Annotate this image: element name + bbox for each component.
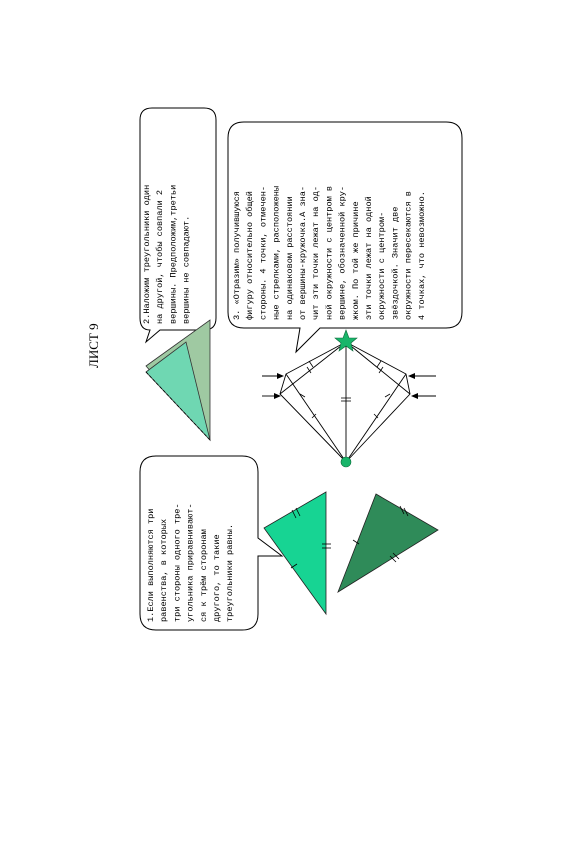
note3-line: звёздочкой. Значит две (390, 206, 401, 320)
note3-line: вершине, обозначенной кру- (337, 185, 348, 320)
callout-1 (140, 456, 282, 630)
note3-line: чит эти точки лежат на од- (311, 185, 322, 320)
note3-line: фигуру относительно общей (245, 191, 256, 320)
callout-3 (228, 122, 462, 352)
note3-line: на одинаковом расстоянии (284, 196, 295, 320)
note1-line: другого, то такие (212, 534, 222, 622)
note3-line: стороны. 4 точки, отмечен- (258, 185, 269, 320)
reflection-figure (262, 330, 436, 467)
note3-line: 4 точках, что невозможно. (416, 191, 427, 320)
note3-line: жком. По той же причине (350, 201, 361, 320)
note1-line: ся к трём сторонам (198, 529, 209, 622)
triangle-dark (338, 494, 438, 592)
arrow-left-top (262, 373, 284, 379)
note2-line: вершины. Предположим,третьи (168, 184, 179, 324)
note3-line: эти точки лежат на одной (364, 196, 374, 320)
arrow-left-bottom (262, 393, 281, 399)
note2-line: на другой, чтобы совпали 2 (155, 189, 166, 324)
note3-line: окружности с центром- (377, 211, 388, 320)
circle-vertex-icon (341, 457, 351, 467)
note1-line: 1.Если выполняются три (146, 508, 156, 622)
note3-line: от вершины-кружочка.А зна- (298, 185, 308, 320)
note3-line: ной окружности с центром в (324, 185, 335, 320)
overlapped-triangles (146, 320, 210, 440)
note3-line: ные стрелками, расположены (271, 185, 282, 320)
note1-line: равенства, в которых (159, 518, 170, 622)
note1-line: треугольники равны. (225, 524, 236, 622)
note2-line: вершины не совпадают. (181, 215, 192, 324)
arrow-right-top (408, 373, 436, 379)
note3-line: 3. «Отразим» получившуюся (232, 191, 242, 320)
congruent-triangles (264, 492, 438, 614)
note1-line: три стороны одного тре- (172, 503, 183, 622)
note2-line: 2.Наложим треугольники один (142, 184, 152, 324)
callout-2 (140, 108, 216, 342)
page-title: ЛИСТ 9 (86, 323, 101, 368)
arrow-right-bottom (411, 393, 436, 399)
note3-line: окружности пересекаются в (403, 191, 414, 320)
note1-line: угольника приравнивают- (185, 503, 196, 622)
